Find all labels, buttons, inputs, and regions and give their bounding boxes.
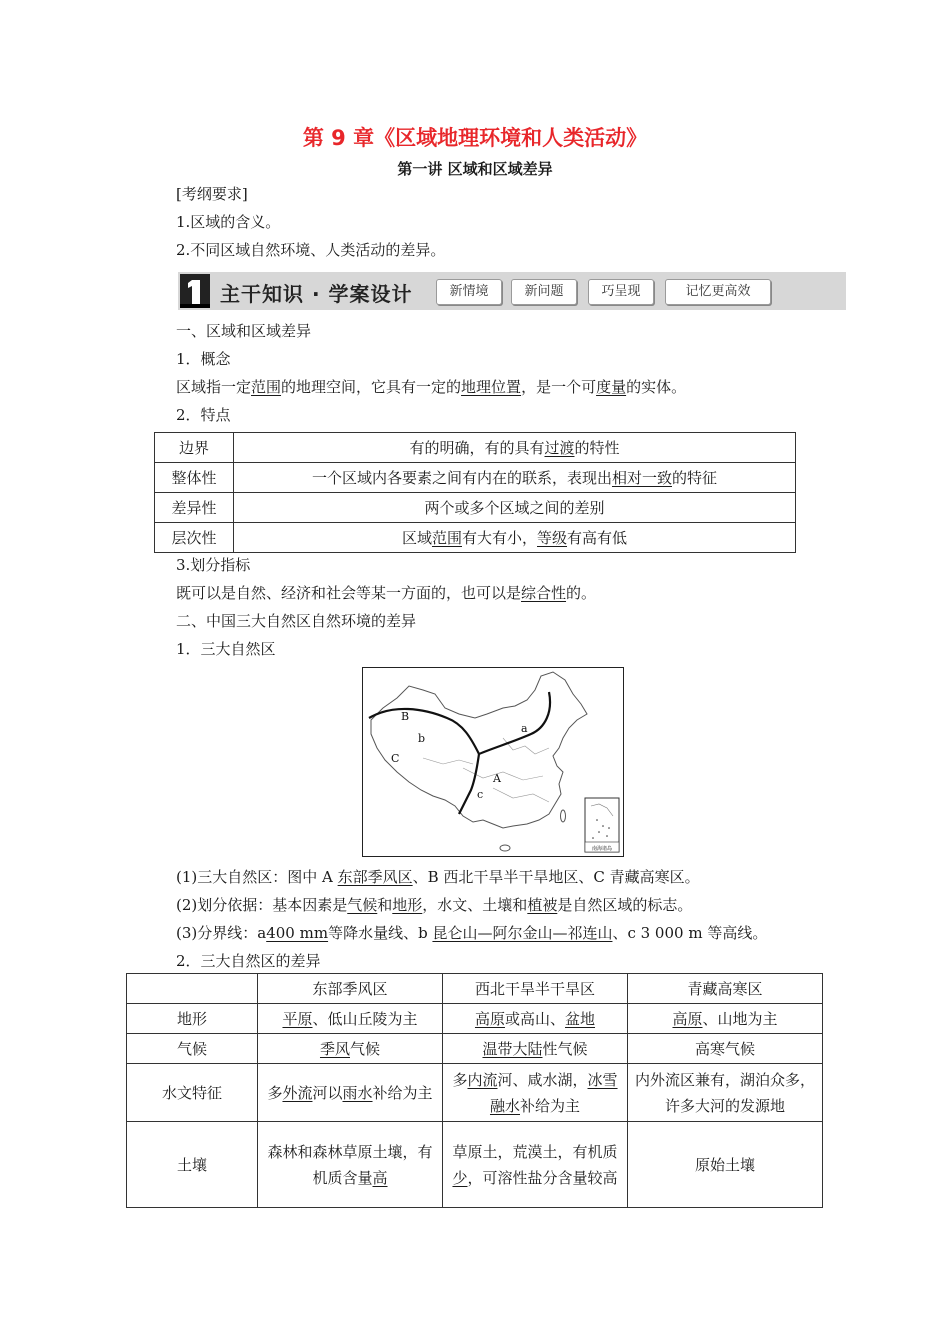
map-label-c: c (477, 788, 484, 801)
feature-desc: 一个区域内各要素之间有内在的联系，表现出相对一致的特征 (234, 463, 796, 493)
page-subtitle: 第一讲 区域和区域差异 (397, 160, 553, 178)
chip-new-question: 新问题 (511, 279, 577, 305)
requirement-item: 2.不同区域自然环境、人类活动的差异。 (176, 241, 446, 259)
map-label-a: a (521, 722, 528, 735)
chip-clever-presentation: 巧呈现 (588, 279, 654, 305)
table-cell: 高原、山地为主 (628, 1004, 823, 1034)
feature-key: 整体性 (155, 463, 234, 493)
feature-key: 差异性 (155, 493, 234, 523)
row-label: 水文特征 (127, 1064, 258, 1122)
natural-regions-item2: (2)划分依据：基本因素是气候和地形，水文、土壤和植被是自然区域的标志。 (176, 896, 693, 914)
map-label-A: A (493, 772, 501, 785)
table-cell: 多内流河、咸水湖，冰雪融水补给为主 (443, 1064, 628, 1122)
header-cell: 东部季风区 (258, 974, 443, 1004)
table-row (127, 1004, 823, 1034)
table-cell: 季风气候 (258, 1034, 443, 1064)
natural-regions-item1: (1)三大自然区：图中 A 东部季风区、B 西北干旱半干旱地区、C 青藏高寒区。 (176, 868, 700, 886)
boundary-a (479, 692, 550, 754)
section-banner (178, 272, 846, 310)
table-cell: 原始土壤 (628, 1122, 823, 1208)
feature-desc: 两个或多个区域之间的差别 (234, 493, 796, 523)
natural-regions-heading: 1．三大自然区 (176, 640, 276, 658)
feature-desc: 有的明确，有的具有过渡的特性 (234, 433, 796, 463)
chip-efficient-memory: 记忆更高效 (665, 279, 771, 305)
map-label-b: b (418, 732, 426, 745)
requirements-heading: [考纲要求] (176, 185, 248, 203)
indicator-heading: 3.划分指标 (176, 556, 251, 574)
table-cell: 森林和森林草原土壤，有机质含量高 (258, 1122, 443, 1208)
table-cell: 高原或高山、盆地 (443, 1004, 628, 1034)
requirement-item: 1.区域的含义。 (176, 213, 281, 231)
table-row (127, 1064, 823, 1122)
inset-caption: 南海诸岛 (591, 846, 613, 852)
row-label: 气候 (127, 1034, 258, 1064)
header-cell: 青藏高寒区 (628, 974, 823, 1004)
row-label: 地形 (127, 1004, 258, 1034)
table-row (155, 493, 796, 523)
chip-new-context: 新情境 (436, 279, 502, 305)
table-row (127, 1034, 823, 1064)
header-cell (127, 974, 258, 1004)
china-outline (371, 672, 587, 828)
header-cell: 西北干旱半干旱区 (443, 974, 628, 1004)
table-cell: 温带大陆性气候 (443, 1034, 628, 1064)
section2-heading: 二、中国三大自然区自然环境的差异 (176, 612, 417, 630)
table-row (155, 433, 796, 463)
map-label-C: C (391, 752, 400, 765)
map-label-B: B (401, 710, 410, 723)
table-cell: 高寒气候 (628, 1034, 823, 1064)
table-cell: 草原土，荒漠土，有机质少，可溶性盐分含量较高 (443, 1122, 628, 1208)
concept-heading: 1．概念 (176, 350, 231, 368)
table-cell: 平原、低山丘陵为主 (258, 1004, 443, 1034)
feature-desc: 区域范围有大有小，等级有高有低 (234, 523, 796, 553)
table-header-row (127, 974, 823, 1004)
indicator-text: 既可以是自然、经济和社会等某一方面的，也可以是综合性的。 (176, 584, 597, 602)
table-cell: 多外流河以雨水补给为主 (258, 1064, 443, 1122)
page-title: 第 9 章《区域地理环境和人类活动》 (302, 126, 648, 150)
row-label: 土壤 (127, 1122, 258, 1208)
differences-heading: 2．三大自然区的差异 (176, 952, 321, 970)
banner-title: 主干知识 · 学案设计 (220, 282, 413, 306)
china-regions-map (362, 667, 624, 857)
table-row (155, 523, 796, 553)
table-row (127, 1122, 823, 1208)
section1-heading: 一、区域和区域差异 (176, 322, 312, 340)
feature-key: 边界 (155, 433, 234, 463)
regions-comparison-table (126, 973, 823, 1208)
feature-key: 层次性 (155, 523, 234, 553)
natural-regions-item3: (3)分界线：a400 mm等降水量线、b 昆仑山—阿尔金山—祁连山、c 3 000 m 等高线。 (176, 924, 768, 942)
table-cell: 内外流区兼有，湖泊众多，许多大河的发源地 (628, 1064, 823, 1122)
features-table (154, 432, 796, 553)
concept-text: 区域指一定范围的地理空间，它具有一定的地理位置，是一个可度量的实体。 (176, 378, 687, 396)
banner-number-icon (178, 272, 214, 310)
features-heading: 2．特点 (176, 406, 231, 424)
table-row (155, 463, 796, 493)
